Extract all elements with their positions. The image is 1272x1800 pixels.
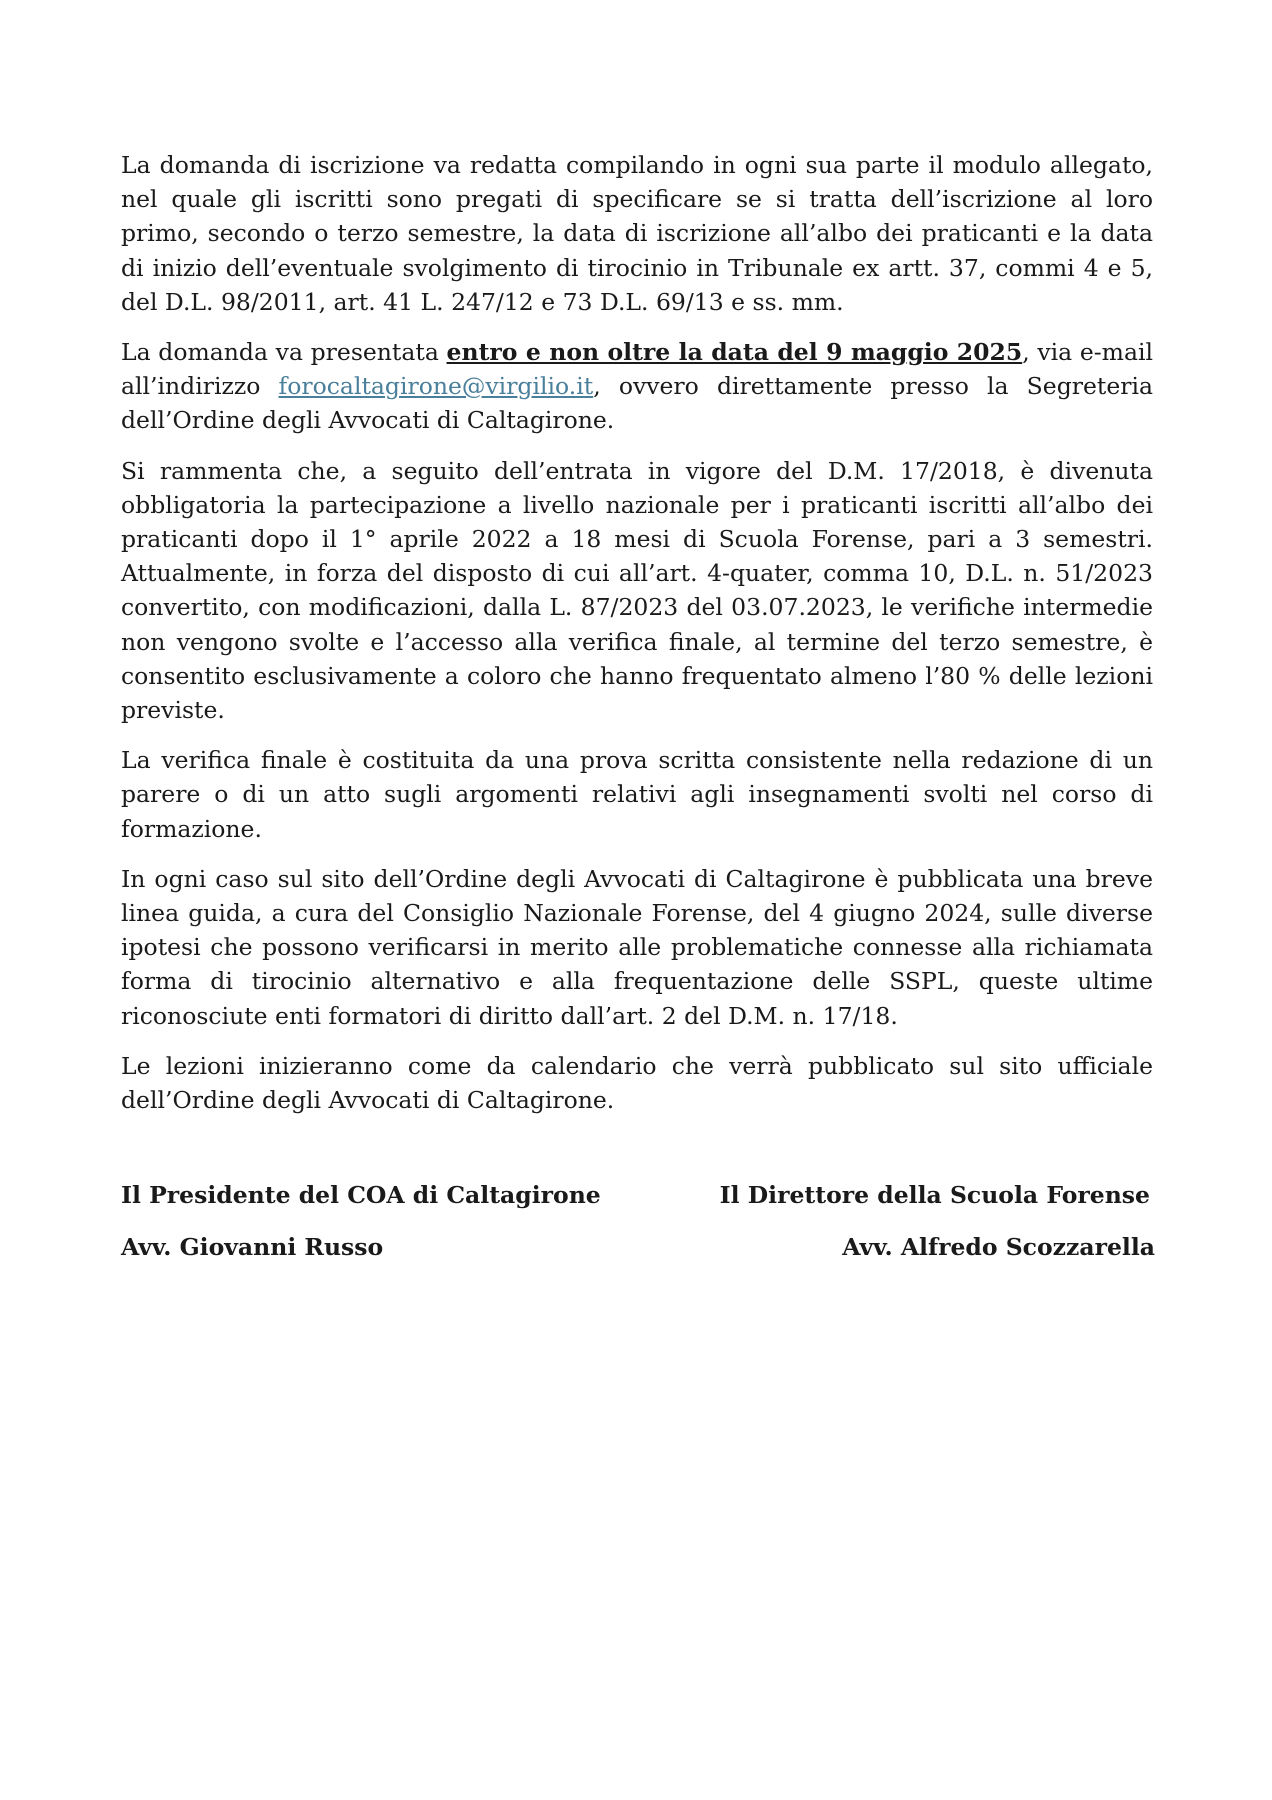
signature-titles-row <box>121 1178 1155 1212</box>
signature-names-row <box>121 1230 1155 1264</box>
paragraph-submission <box>121 335 1153 438</box>
submission-text-end: , ovvero direttamente presso la Segreteria dell’Ordine degli Avvocati di Caltagirone. <box>121 372 1153 435</box>
paragraph-lessons-start: Le lezioni inizieranno come da calendario che verrà pubblicato sul sito ufficiale dell’Ordine degli Avvocati di Caltagirone. <box>121 1051 1153 1115</box>
paragraph-enrollment-form: La domanda di iscrizione va redatta compilando in ogni sua parte il modulo allegato, nel quale gli iscritti sono pregati di specificare se si tratta dell’iscrizione al loro primo, secondo o terzo semestre, la data di iscrizione all’albo dei praticanti e la data di inizio dell’eventuale svolgimento di tirocinio in Tribunale ex artt. 37, commi 4 e 5, del D.L. 98/2011, art. 41 L. 247/12 e 73 D.L. 69/13 e ss. mm. <box>121 151 1153 316</box>
signature-block <box>121 1178 1155 1282</box>
submission-text-middle: , via e-mail all’indirizzo <box>121 338 1154 401</box>
paragraph-obligation: Si rammenta che, a seguito dell’entrata in vigore del D.M. 17/2018, è divenuta obbligatoria la partecipazione a livello nazionale per i praticanti iscritti all’albo dei praticanti dopo il 1° aprile 2022 a 18 mesi di Scuola Forense, pari a 3 semestri. Attualmente, in forza del disposto di cui all’art. 4-quater, comma 10, D.L. n. 51/2023 convertito, con modificazioni, dalla L. 87/2023 del 03.07.2023, le verifiche intermedie non vengono svolte e l’accesso alla verifica finale, al termine del terzo semestre, è consentito esclusivamente a coloro che hanno frequentato almeno l’80 % delle lezioni previste. <box>121 456 1153 725</box>
president-name: Avv. Giovanni Russo <box>121 1233 384 1261</box>
submission-text-start: La domanda va presentata <box>121 338 447 367</box>
paragraph-final-exam: La verifica finale è costituita da una prova scritta consistente nella redazione di un parere o di un atto sugli argomenti relativi agli insegnamenti svolti nel corso di formazione. <box>121 746 1153 843</box>
deadline-text: entro e non oltre la data del 9 maggio 2025 <box>446 338 1023 367</box>
president-title: Il Presidente del COA di Caltagirone <box>121 1181 601 1209</box>
email-link[interactable]: forocaltagirone@virgilio.it <box>278 372 594 401</box>
director-name: Avv. Alfredo Scozzarella <box>842 1233 1155 1261</box>
paragraph-guidelines: In ogni caso sul sito dell’Ordine degli Avvocati di Caltagirone è pubblicata una breve linea guida, a cura del Consiglio Nazionale Forense, del 4 giugno 2024, sulle diverse ipotesi che possono verificarsi in merito alle problematiche connesse alla richiamata forma di tirocinio alternativo e alla frequentazione delle SSPL, queste ultime riconosciute enti formatori di diritto dall’art. 2 del D.M. n. 17/18. <box>121 864 1153 1030</box>
director-title: Il Direttore della Scuola Forense <box>719 1181 1150 1209</box>
document-body <box>121 148 1153 1133</box>
